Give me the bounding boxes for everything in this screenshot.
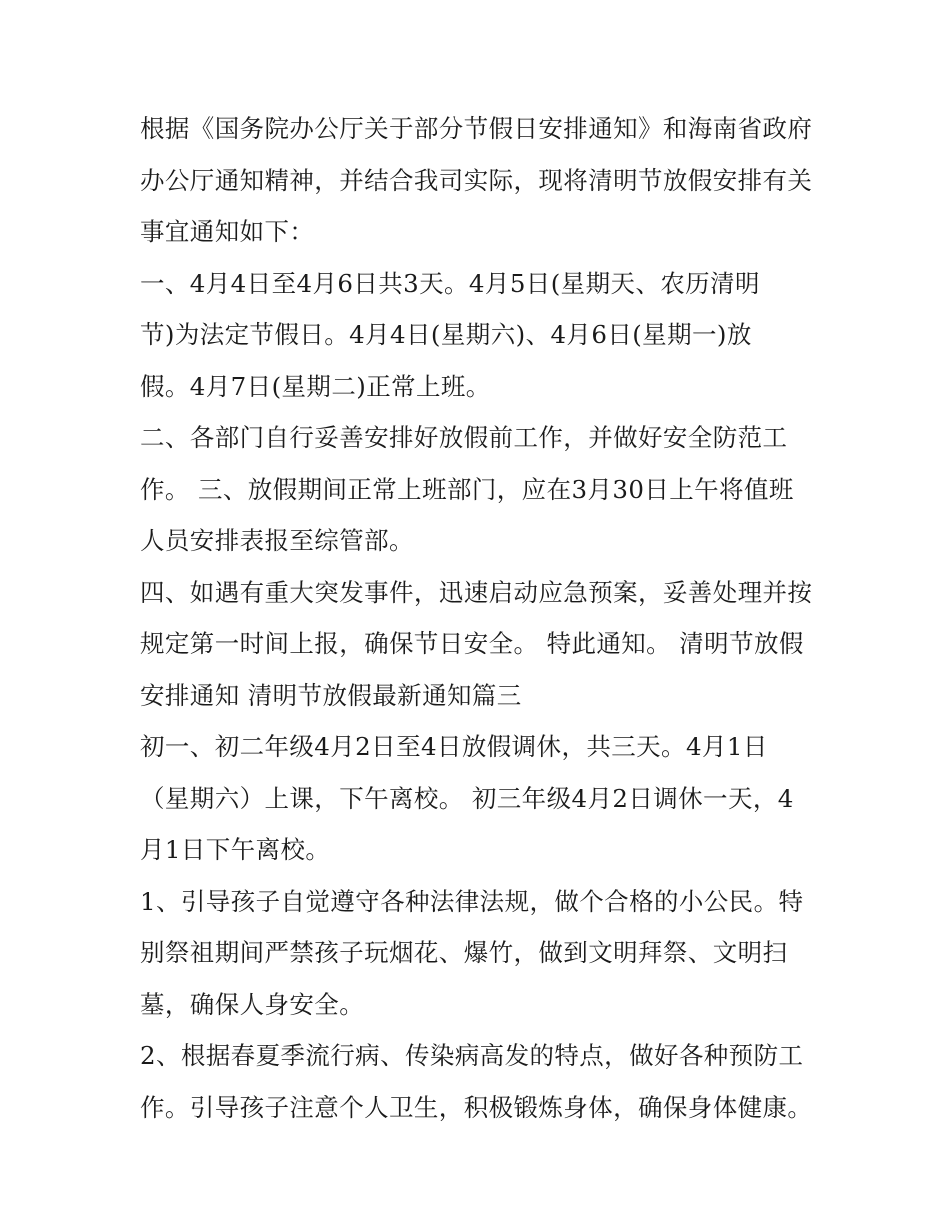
text-line: 月1日下午离校。 <box>140 835 331 864</box>
text-line: 安排通知 清明节放假最新通知篇三 <box>140 680 522 710</box>
text-line: 2、根据春夏季流行病、传染病高发的特点，做好各种预防工 <box>140 1041 804 1070</box>
text-line: 四、如遇有重大突发事件，迅速启动应急预案，妥善处理并按 <box>140 577 813 607</box>
text-line: 办公厅通知精神，并结合我司实际，现将清明节放假安排有关 <box>140 165 813 195</box>
text-line: 人员安排表报至综管部。 <box>140 526 414 555</box>
text-line: 规定第一时间上报，确保节日安全。 特此通知。 清明节放假 <box>140 629 804 658</box>
text-line: 作。 三、放假期间正常上班部门，应在3月30日上午将值班 <box>140 474 794 504</box>
text-line: 一、4月4日至4月6日共3天。4月5日(星期天、农历清明 <box>140 268 760 298</box>
text-line: 别祭祖期间严禁孩子玩烟花、爆竹，做到文明拜祭、文明扫 <box>140 938 788 967</box>
text-line: 作。引导孩子注意个人卫生，积极锻炼身体，确保身体健康。 <box>140 1092 813 1122</box>
text-line: 1、引导孩子自觉遵守各种法律法规，做个合格的小公民。特 <box>140 886 804 916</box>
text-line: 根据《国务院办公厅关于部分节假日安排通知》和海南省政府 <box>140 114 813 143</box>
text-line: 二、各部门自行妥善安排好放假前工作，并做好安全防范工 <box>140 423 788 452</box>
document-body <box>140 103 830 1133</box>
text-line: 墓，确保人身安全。 <box>140 989 365 1019</box>
text-line: 事宜通知如下： <box>140 217 315 246</box>
text-line: 节)为法定节假日。4月4日(星期六)、4月6日(星期一)放 <box>140 320 752 349</box>
text-line: 初一、初二年级4月2日至4日放假调休，共三天。4月1日 <box>140 732 768 761</box>
text-line: 假。4月7日(星期二)正常上班。 <box>140 371 491 401</box>
text-line: （星期六）上课，下午离校。 初三年级4月2日调休一天，4 <box>140 783 794 813</box>
